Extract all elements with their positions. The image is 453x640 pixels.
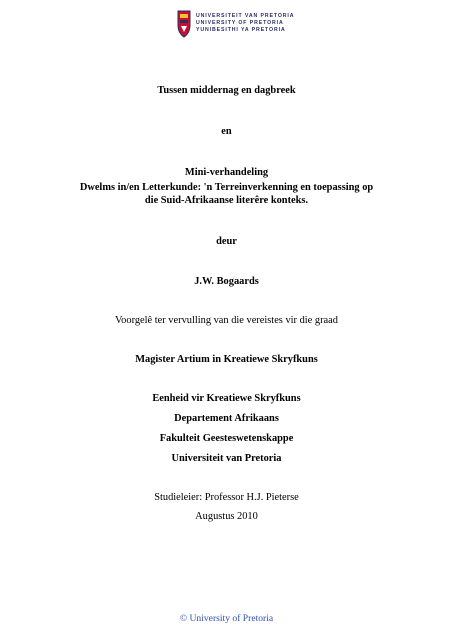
thesis-title: Tussen middernag en dagbreek xyxy=(157,85,296,96)
university-name: Universiteit van Pretoria xyxy=(171,453,282,464)
degree-name: Magister Artium in Kreatiewe Skryfkuns xyxy=(135,354,318,365)
logo-line-1: UNIVERSITEIT VAN PRETORIA xyxy=(196,13,295,19)
department-name: Departement Afrikaans xyxy=(174,413,279,424)
mini-dissertation-label: Mini-verhandeling xyxy=(184,167,269,178)
author-name: J.W. Bogaards xyxy=(194,276,259,287)
by-label: deur xyxy=(216,236,237,247)
presented-statement: Voorgelê ter vervulling van die vereistes vir die graad xyxy=(115,315,338,326)
submission-date: Augustus 2010 xyxy=(195,511,258,522)
university-logo xyxy=(176,9,295,43)
supervisor-line: Studieleier: Professor H.J. Pieterse xyxy=(154,492,299,503)
logo-line-3: YUNIBESITHI YA PRETORIA xyxy=(196,27,286,33)
university-crest-icon xyxy=(176,9,192,39)
dissertation-subtitle-line-2: die Suid-Afrikaanse literêre konteks. xyxy=(144,195,309,206)
copyright-footer: © University of Pretoria xyxy=(179,613,274,624)
faculty-name: Fakulteit Geesteswetenskappe xyxy=(159,433,294,444)
unit-name: Eenheid vir Kreatiewe Skryfkuns xyxy=(152,393,301,404)
logo-line-2: UNIVERSITY OF PRETORIA xyxy=(196,20,284,26)
logo-wordmark xyxy=(196,13,294,34)
dissertation-subtitle-line-1: Dwelms in/en Letterkunde: 'n Terreinverkenning en toepassing op xyxy=(79,182,374,193)
connector-en: en xyxy=(221,126,232,137)
